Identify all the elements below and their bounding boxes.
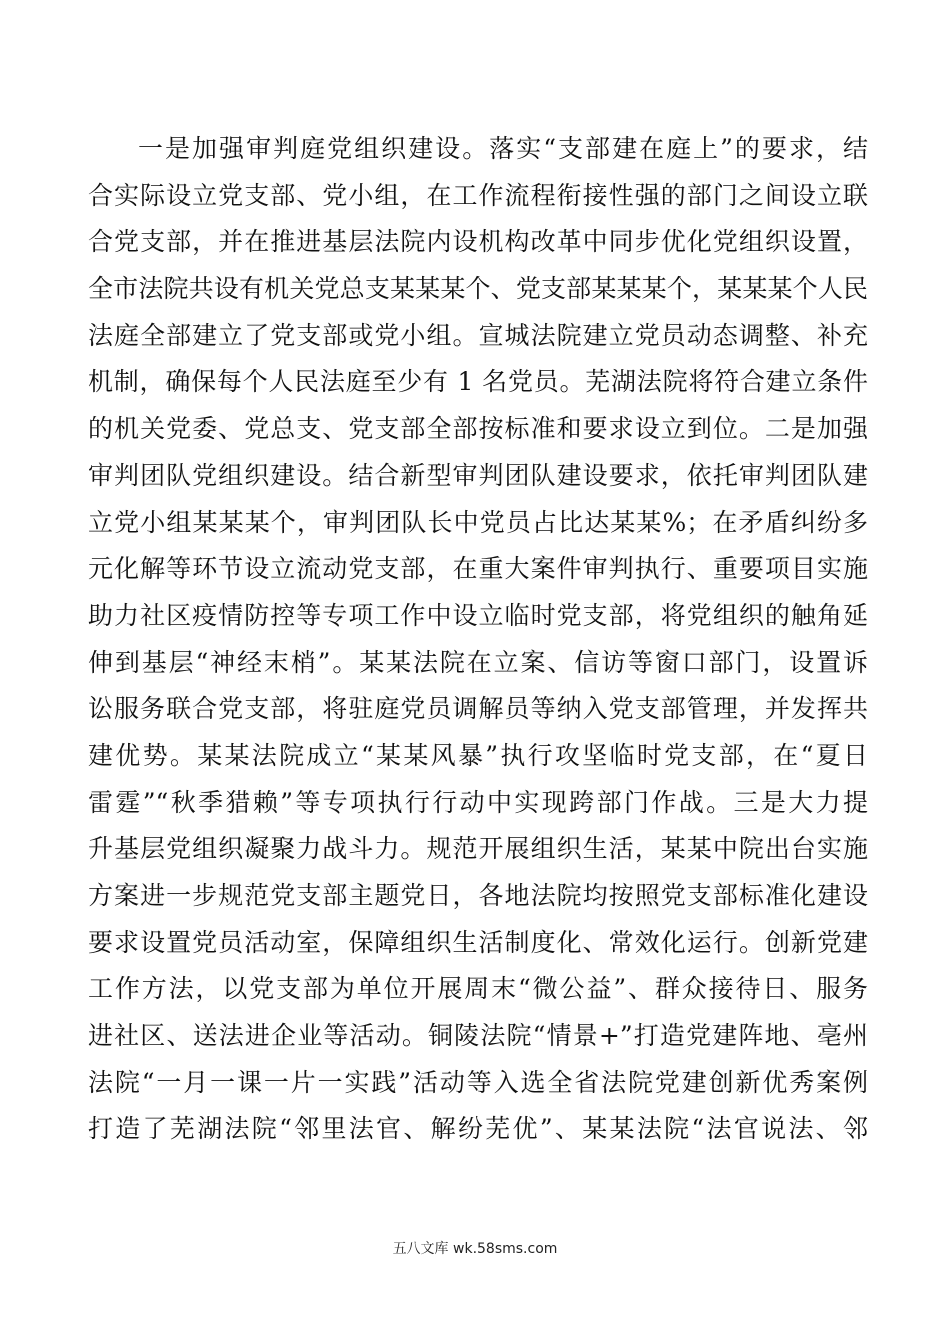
text-line: 伸到基层“神经末梢”。某某法院在立案、信访等窗口部门，设置诉 xyxy=(88,647,868,677)
text-line: 进社区、送法进企业等活动。铜陵法院“情景+”打造党建阵地、亳州 xyxy=(88,1021,868,1051)
text-line: 助力社区疫情防控等专项工作中设立临时党支部，将党组织的触角延 xyxy=(88,600,868,630)
text-line: 审判团队党组织建设。结合新型审判团队建设要求，依托审判团队建 xyxy=(88,460,868,490)
text-line: 工作方法，以党支部为单位开展周末“微公益”、群众接待日、服务 xyxy=(88,974,868,1004)
text-line: 升基层党组织凝聚力战斗力。规范开展组织生活，某某中院出台实施 xyxy=(88,834,868,864)
text-line: 的机关党委、党总支、党支部全部按标准和要求设立到位。二是加强 xyxy=(88,414,868,444)
footer-watermark: 五八文库 wk.58sms.com xyxy=(392,1241,558,1257)
text-line: 法庭全部建立了党支部或党小组。宣城法院建立党员动态调整、补充 xyxy=(88,320,868,350)
text-line: 立党小组某某某个，审判团队长中党员占比达某某%；在矛盾纠纷多 xyxy=(88,507,868,537)
text-line: 雷霆”“秋季猎赖”等专项执行行动中实现跨部门作战。三是大力提 xyxy=(88,787,868,817)
text-line: 一是加强审判庭党组织建设。落实“支部建在庭上”的要求，结 xyxy=(138,134,868,163)
text-line: 合党支部，并在推进基层法院内设机构改革中同步优化党组织设置， xyxy=(88,227,868,257)
text-line: 方案进一步规范党支部主题党日，各地法院均按照党支部标准化建设 xyxy=(88,881,868,910)
text-line: 建优势。某某法院成立“某某风暴”执行攻坚临时党支部，在“夏日 xyxy=(88,740,868,770)
text-line: 机制，确保每个人民法庭至少有 1 名党员。芜湖法院将符合建立条件 xyxy=(88,367,868,397)
text-line: 法院“一月一课一片一实践”活动等入选全省法院党建创新优秀案例 xyxy=(88,1067,868,1097)
text-line: 全市法院共设有机关党总支某某某个、党支部某某某个，某某某个人民 xyxy=(88,274,868,304)
text-line: 要求设置党员活动室，保障组织生活制度化、常效化运行。创新党建 xyxy=(88,927,868,957)
text-line: 打造了芜湖法院“邻里法官、解纷芜优”、某某法院“法官说法、邻 xyxy=(88,1114,868,1144)
text-line: 元化解等环节设立流动党支部，在重大案件审判执行、重要项目实施 xyxy=(88,554,868,584)
text-line: 合实际设立党支部、党小组，在工作流程衔接性强的部门之间设立联 xyxy=(88,180,868,210)
body-paragraph xyxy=(88,126,868,1153)
text-line: 讼服务联合党支部，将驻庭党员调解员等纳入党支部管理，并发挥共 xyxy=(88,694,868,724)
